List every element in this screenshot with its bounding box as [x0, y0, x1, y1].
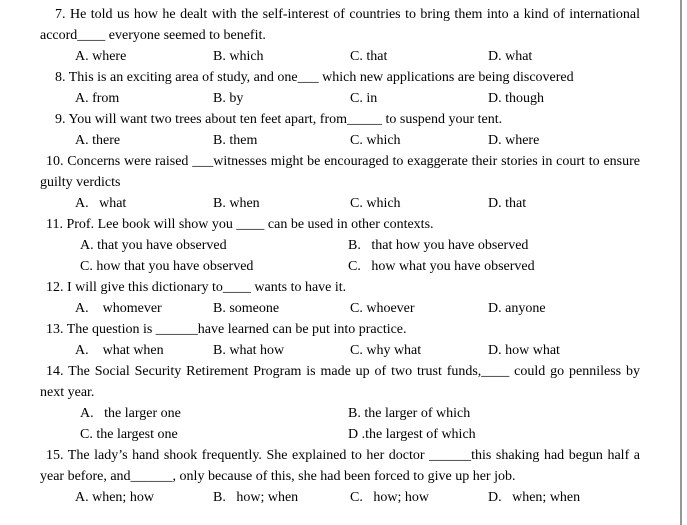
question-8 — [40, 67, 640, 109]
question-text: 7. He told us how he dealt with the self-interest of countries to bring them into a kind of international accord____ everyone seemed to benefit. — [40, 7, 640, 43]
option-c: C. in — [350, 91, 378, 106]
question-text: 12. I will give this dictionary to____ wants to have it. — [46, 280, 347, 295]
option-c: C. which — [350, 133, 401, 148]
options-row — [40, 403, 640, 424]
option-a: A. when; how — [75, 490, 154, 505]
options-row — [40, 487, 640, 508]
question-text: 14. The Social Security Retirement Program is made up of two trust funds,____ could go penniless by next year. — [40, 364, 640, 400]
question-text: 13. The question is ______have learned can be put into practice. — [46, 322, 407, 337]
option-c: C. how; how — [350, 490, 429, 505]
question-10 — [40, 151, 640, 214]
option-b: B. that how you have observed — [348, 238, 529, 253]
option-c: C. that — [350, 49, 388, 64]
option-b: B. how; when — [213, 490, 299, 505]
options-row — [40, 235, 640, 256]
option-a: A. the larger one — [80, 406, 181, 421]
option-b: B. which — [213, 49, 264, 64]
question-12 — [40, 277, 640, 319]
question-text: 9. You will want two trees about ten feet apart, from_____ to suspend your tent. — [55, 112, 503, 127]
option-a: A. from — [75, 91, 120, 106]
question-text: 10. Concerns were raised ___witnesses might be encouraged to exaggerate their stories in court to ensure guilty verdicts — [40, 154, 640, 190]
option-b: B. what how — [213, 343, 285, 358]
question-7 — [40, 4, 640, 67]
option-a: A. what when — [75, 343, 164, 358]
option-d: D. how what — [488, 343, 560, 358]
question-13 — [40, 319, 640, 361]
option-c2: C. how what you have observed — [348, 259, 535, 274]
question-14 — [40, 361, 640, 445]
option-b: B. when — [213, 196, 260, 211]
option-d: D. though — [488, 91, 544, 106]
option-a: A. there — [75, 133, 121, 148]
option-c: C. whoever — [350, 301, 415, 316]
option-d: D. that — [488, 196, 527, 211]
options-row — [40, 46, 640, 67]
option-b: B. someone — [213, 301, 280, 316]
options-row — [40, 130, 640, 151]
option-c: C. which — [350, 196, 401, 211]
question-11 — [40, 214, 640, 277]
option-b: B. by — [213, 91, 244, 106]
page-border-line — [680, 0, 682, 525]
option-a: A. whomever — [75, 301, 162, 316]
option-d: D .the largest of which — [348, 427, 476, 442]
question-text: 15. The lady’s hand shook frequently. She explained to her doctor ______this shaking had begun half a year before, and______, only because of this, she had been forced to give up her job. — [40, 448, 640, 484]
option-c: C. the largest one — [80, 427, 178, 442]
options-row — [40, 256, 640, 277]
options-row — [40, 88, 640, 109]
option-c: C. why what — [350, 343, 422, 358]
option-d: D. what — [488, 49, 533, 64]
question-9 — [40, 109, 640, 151]
options-row — [40, 340, 640, 361]
options-row — [40, 193, 640, 214]
options-row — [40, 424, 640, 445]
option-b: B. them — [213, 133, 258, 148]
question-text: 8. This is an exciting area of study, and one___ which new applications are being discovered — [55, 70, 574, 85]
option-a: A. what — [75, 196, 127, 211]
option-b: B. the larger of which — [348, 406, 471, 421]
option-a: A. that you have observed — [80, 238, 227, 253]
option-d: D. anyone — [488, 301, 546, 316]
options-row — [40, 298, 640, 319]
option-d: D. when; when — [488, 490, 581, 505]
question-15 — [40, 445, 640, 508]
option-d: D. where — [488, 133, 540, 148]
option-c: C. how that you have observed — [80, 259, 254, 274]
option-a: A. where — [75, 49, 127, 64]
question-text: 11. Prof. Lee book will show you ____ can be used in other contexts. — [46, 217, 434, 232]
